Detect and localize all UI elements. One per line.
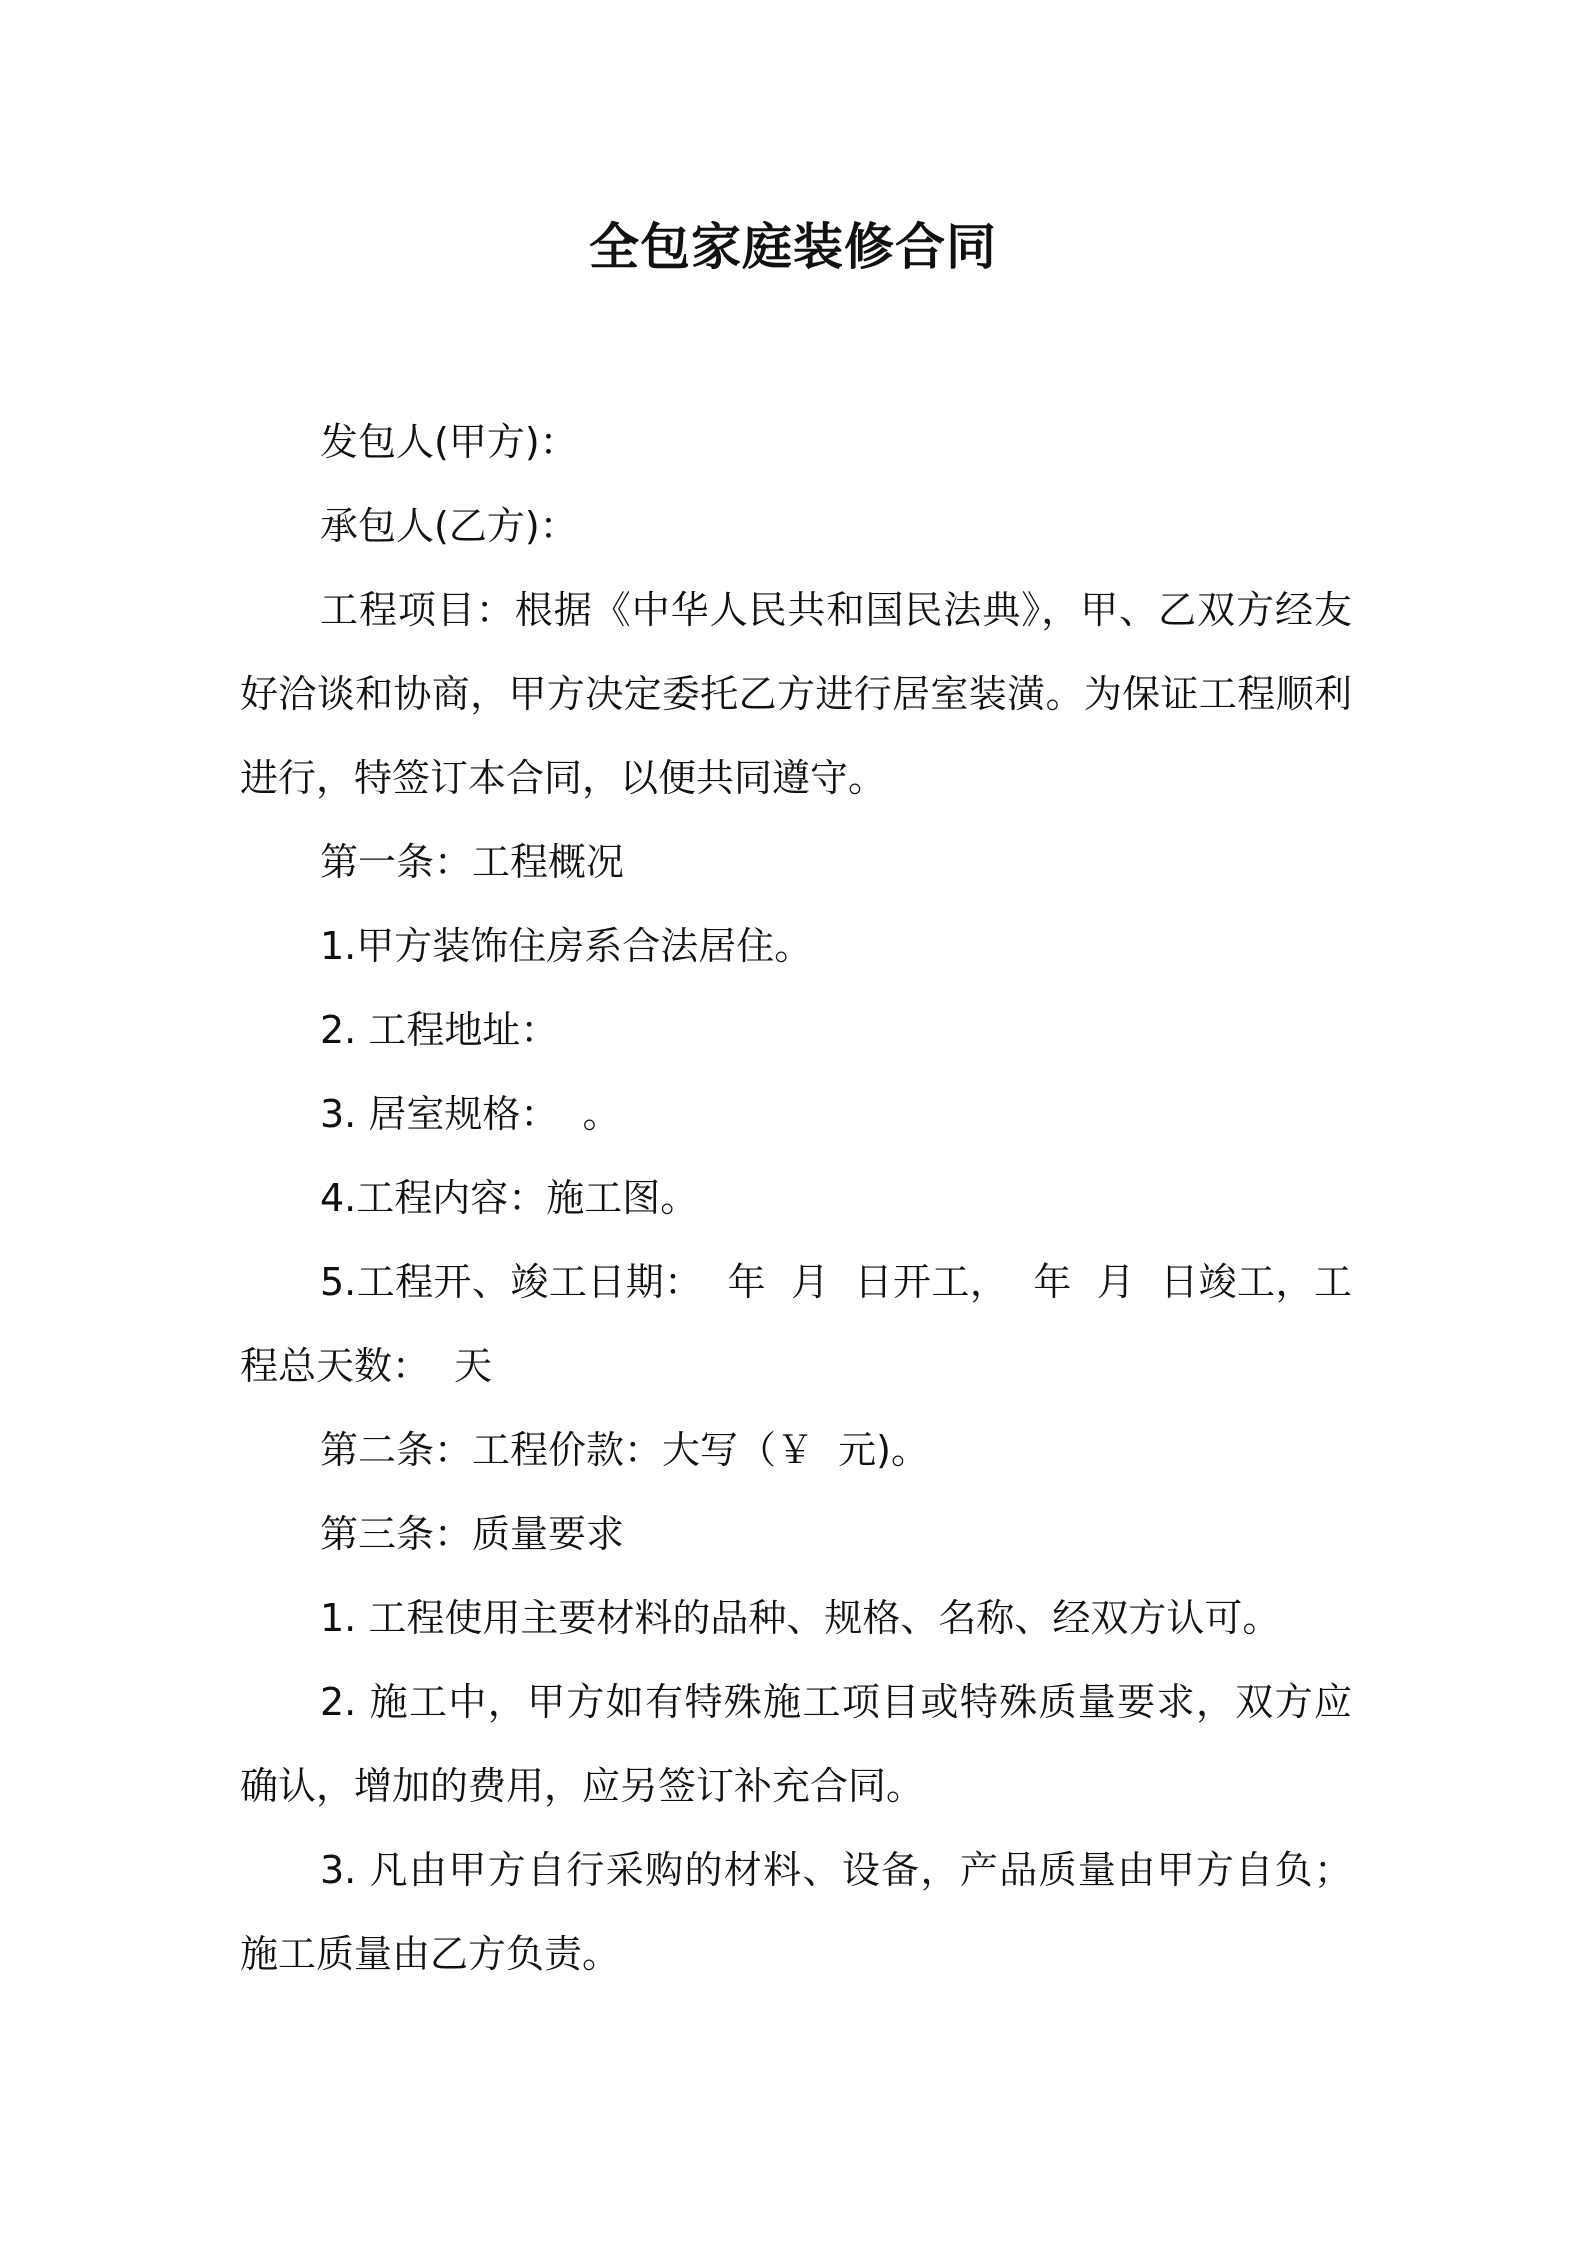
article-three-item-3: 3. 凡由甲方自行采购的材料、设备，产品质量由甲方自负；施工质量由乙方负责。 (240, 1848, 1352, 1976)
article-one-item-2: 2. 工程地址： (320, 1008, 559, 1052)
document-body (240, 400, 1352, 1996)
article-three-item-1: 1. 工程使用主要材料的品种、规格、名称、经双方认可。 (320, 1596, 1281, 1640)
article-one-item-3: 3. 居室规格： 。 (320, 1092, 621, 1136)
party-a-line: 发包人(甲方)： (320, 420, 578, 464)
article-one-item-4: 4.工程内容：施工图。 (320, 1176, 699, 1220)
article-one-item-5: 5.工程开、竣工日期： 年 月 日开工， 年 月 日竣工，工程总天数： 天 (240, 1260, 1352, 1388)
article-two-heading: 第二条：工程价款：大写（￥ 元)。 (320, 1428, 929, 1472)
article-three-item-2: 2. 施工中，甲方如有特殊施工项目或特殊质量要求，双方应确认，增加的费用，应另签订补充合同。 (240, 1680, 1352, 1808)
document-title: 全包家庭装修合同 (589, 218, 997, 276)
article-one-heading: 第一条：工程概况 (320, 840, 625, 884)
article-three-heading: 第三条：质量要求 (320, 1512, 625, 1556)
project-intro-paragraph: 工程项目：根据《中华人民共和国民法典》，甲、乙双方经友好洽谈和协商，甲方决定委托乙方进行居室装潢。为保证工程顺利进行，特签订本合同，以便共同遵守。 (240, 588, 1352, 800)
party-b-line: 承包人(乙方)： (320, 504, 578, 548)
article-one-item-1: 1.甲方装饰住房系合法居住。 (320, 924, 813, 968)
